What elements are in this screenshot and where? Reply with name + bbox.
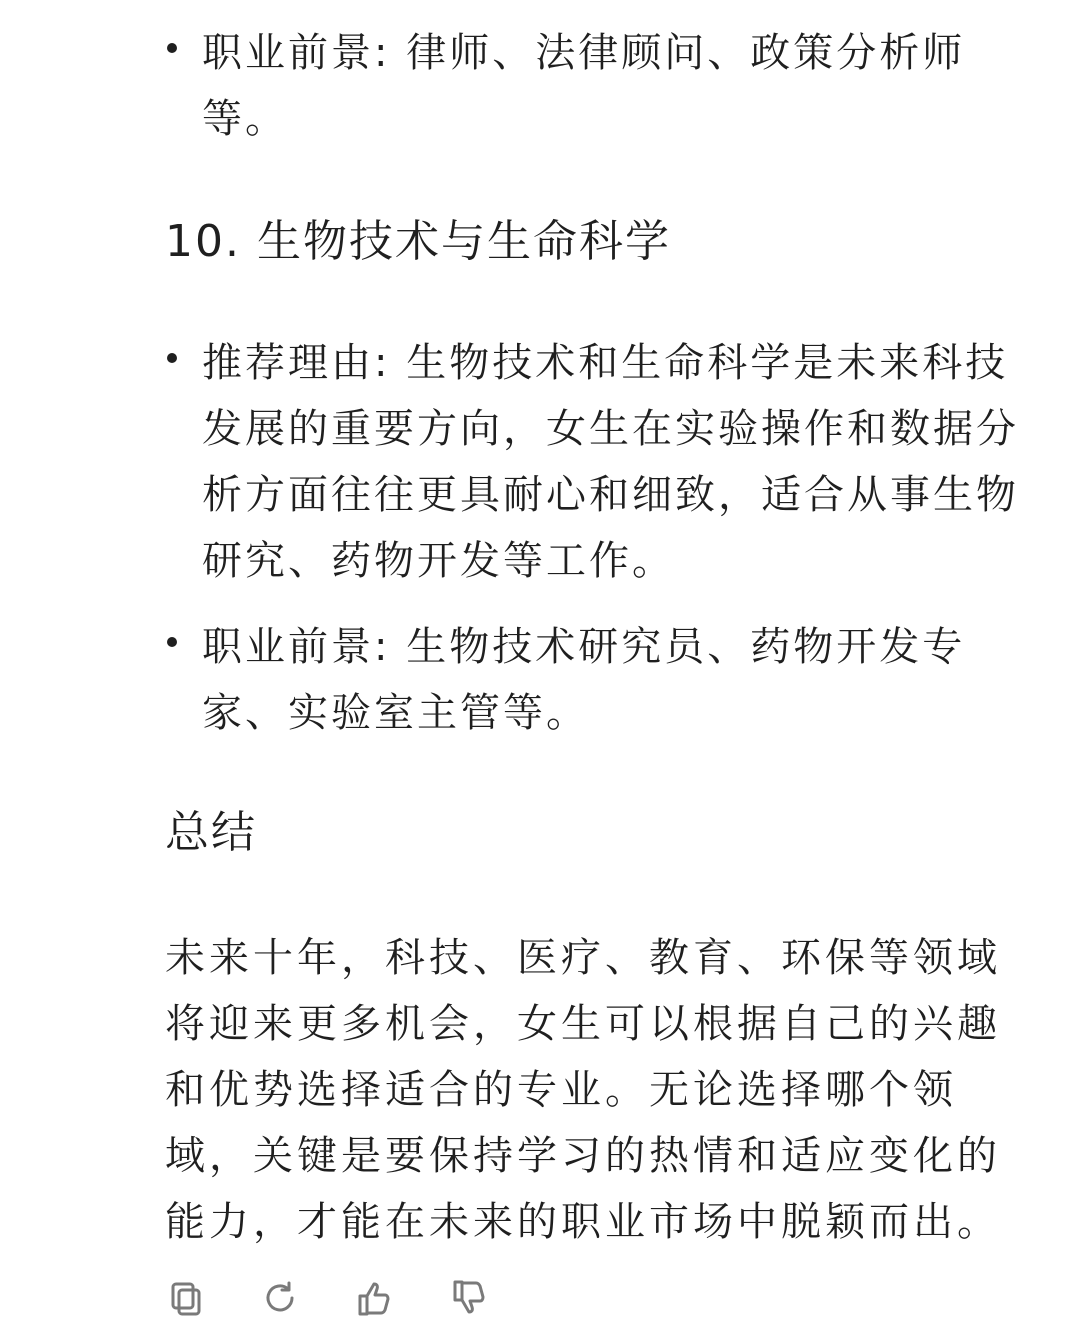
bullet-dot <box>167 637 177 647</box>
response-action-bar <box>165 1278 490 1308</box>
summary-heading: 总结 <box>165 807 257 858</box>
law-section-list <box>165 20 1040 152</box>
thumbs-down-icon[interactable] <box>450 1278 490 1318</box>
list-item <box>165 330 1040 594</box>
bullet-dot <box>167 353 177 363</box>
list-item <box>165 614 1040 746</box>
law-career-text: 职业前景: 律师、法律顾问、政策分析师等。 <box>202 30 966 142</box>
list-item <box>165 20 1040 152</box>
refresh-icon[interactable] <box>260 1278 300 1318</box>
summary-paragraph: 未来十年，科技、医疗、教育、环保等领域将迎来更多机会，女生可以根据自己的兴趣和优势选择适合的专业。无论选择哪个领域，关键是要保持学习的热情和适应变化的能力，才能在未来的职业市场中脱颖而出。 <box>165 935 1001 1245</box>
biotech-career-text: 职业前景: 生物技术研究员、药物开发专家、实验室主管等。 <box>202 624 966 736</box>
biotech-reason-text: 推荐理由: 生物技术和生命科学是未来科技发展的重要方向，女生在实验操作和数据分析方面往往更具耐心和细致，适合从事生物研究、药物开发等工作。 <box>202 340 1019 584</box>
biotech-section-list <box>165 330 1040 746</box>
bullet-dot <box>167 43 177 53</box>
thumbs-up-icon[interactable] <box>355 1278 395 1318</box>
copy-icon[interactable] <box>165 1278 205 1318</box>
biotech-heading: 10. 生物技术与生命科学 <box>165 216 671 267</box>
